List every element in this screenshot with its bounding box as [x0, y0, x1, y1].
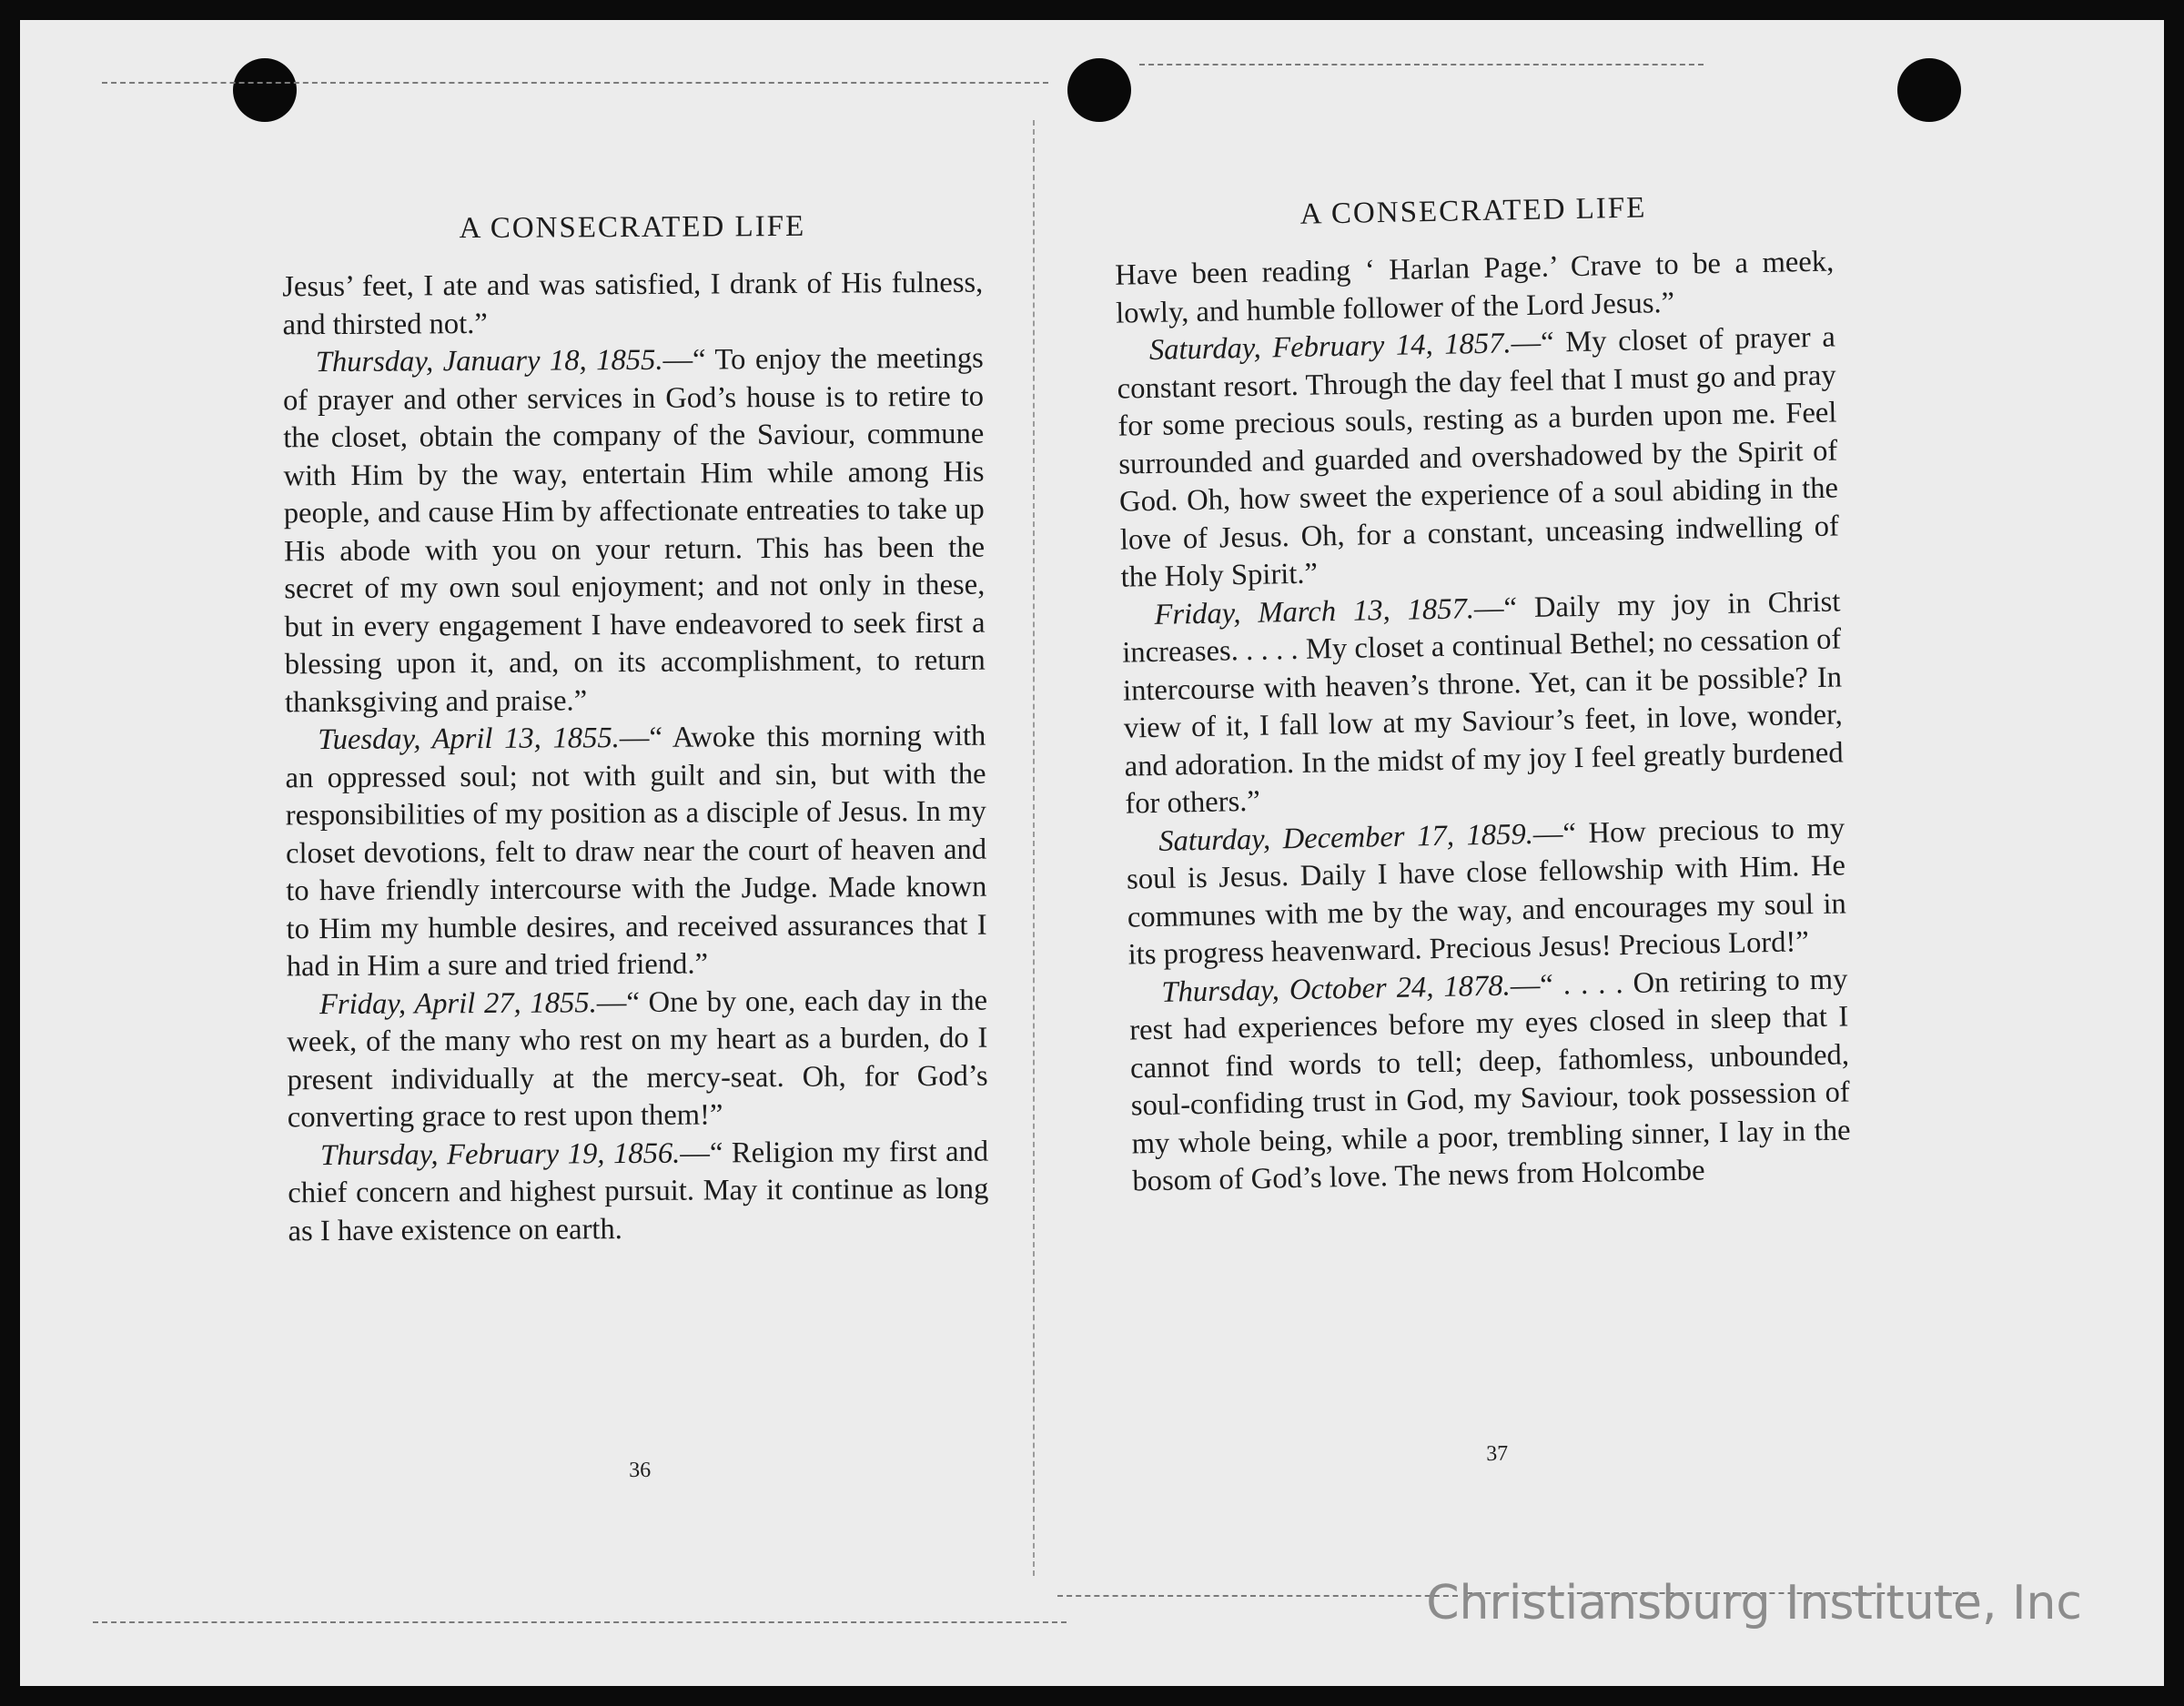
diary-entry: [288, 1133, 989, 1250]
diary-entry: [285, 718, 987, 986]
diary-entry: [1117, 319, 1840, 598]
top-edge-line-right: [1139, 64, 1704, 66]
running-head: A CONSECRATED LIFE: [459, 209, 806, 246]
entry-text: —“ Religion my first and chief concern and highest pursuit. May it continue as long as I have existence on earth.: [288, 1135, 989, 1247]
diary-entry: [1126, 810, 1847, 974]
paragraph: [282, 265, 983, 345]
body-text: [282, 265, 989, 1251]
diary-entry: [283, 340, 986, 722]
body-text: [1115, 244, 1852, 1201]
scanned-sheet: [20, 20, 2164, 1686]
entry-date: Friday, March 13, 1857.: [1154, 591, 1475, 631]
top-edge-line-left: [102, 82, 1048, 84]
left-page: [282, 198, 991, 1486]
bottom-edge-line-center: [1057, 1595, 1458, 1597]
bottom-edge-line-left: [93, 1621, 1067, 1623]
diary-entry: [1121, 583, 1845, 823]
entry-date: Thursday, February 19, 1856.: [319, 1136, 681, 1172]
entry-date: Saturday, February 14, 1857.: [1148, 327, 1512, 367]
watermark: Christiansburg Institute, Inc: [1426, 1576, 2082, 1630]
page-number: 36: [629, 1458, 652, 1483]
entry-date: Thursday, January 18, 1855.: [315, 343, 663, 379]
entry-date: Friday, April 27, 1855.: [318, 985, 597, 1021]
paragraph: [1115, 244, 1835, 333]
entry-date: Tuesday, April 13, 1855.: [318, 722, 620, 757]
paragraph-text: Have been reading ‘ Harlan Page.’ Crave to be a meek, lowly, and humble follower of the Lord Jesus.”: [1114, 245, 1835, 330]
entry-text: —“ My closet of prayer a constant resort. Through the day feel that I must go and pray for some precious souls, resting as a burden upon me. Feel surrounded and guarded and overshadowed by the Spirit of God. Oh, how sweet the experience of a soul abiding in the love of Jesus. Oh, for a constant, unceasing indwelling of the Holy Spirit.”: [1117, 320, 1840, 594]
entry-date: Thursday, October 24, 1878.: [1161, 969, 1512, 1009]
entry-text: —“ Daily my joy in Christ increases. . . . . My closet a continual Bethel; no cessation of intercourse with heaven’s throne. Yet, can it be possible? In view of it, I fall low at my Saviour’s feet, in love, wonder, and adoration. In the midst of my joy I feel greatly burdened for others.”: [1121, 584, 1844, 821]
entry-date: Saturday, December 17, 1859.: [1158, 817, 1534, 858]
entry-text: —“ How precious to my soul is Jesus. Daily I have close fellowship with Him. He communes with me by the way, and encourages my soul in its progress heavenward. Precious Jesus! Precious Lord!”: [1126, 811, 1847, 972]
punch-hole-right: [1897, 58, 1961, 122]
diary-entry: [1128, 961, 1852, 1201]
entry-text: —“ Awoke this morning with an oppressed soul; not with guilt and sin, but with the responsibilities of my position as a disciple of Jesus. In my closet devotions, felt to draw near the court of heaven and to have friendly intercourse with the Judge. Made known to Him my humble desires, and received assurances that I had in Him a sure and tried friend.”: [285, 719, 987, 984]
entry-text: —“ One by one, each day in the week, of the many who rest on my heart as a burden, do I present individually at the mercy-seat. Oh, for God’s converting grace to rest upon them!”: [287, 984, 988, 1135]
paragraph-text: Jesus’ feet, I ate and was satisfied, I drank of His fulness, and thirsted not.”: [282, 266, 984, 341]
entry-text: —“ . . . . On retiring to my rest had experiences before my eyes closed in sleep that I cannot find words to tell; deep, fathomless, unbounded, soul-confiding trust in God, my Saviour, took possession of my whole being, while a poor, trembling sinner, I lay in the bosom of God’s love. The news from Holcombe: [1128, 962, 1851, 1198]
punch-hole-center: [1067, 58, 1131, 122]
page-number: 37: [1486, 1441, 1509, 1467]
running-head: A CONSECRATED LIFE: [1299, 191, 1647, 231]
page-fold-line: [1033, 120, 1035, 1576]
right-page: [1114, 177, 1857, 1474]
entry-text: —“ To enjoy the meetings of prayer and other services in God’s house is to retire to the closet, obtain the company of the Saviour, commune with Him by the way, entertain Him while among His people, and cause Him by affectionate entreaties to take up His abode with you on your return. This has been the secret of my own soul enjoyment; and not only in these, but in every engagement I have endeavored to seek first a blessing upon it, and, on its accomplishment, to return thanksgiving and praise.”: [282, 341, 986, 719]
punch-hole-left: [233, 58, 297, 122]
diary-entry: [287, 982, 988, 1137]
